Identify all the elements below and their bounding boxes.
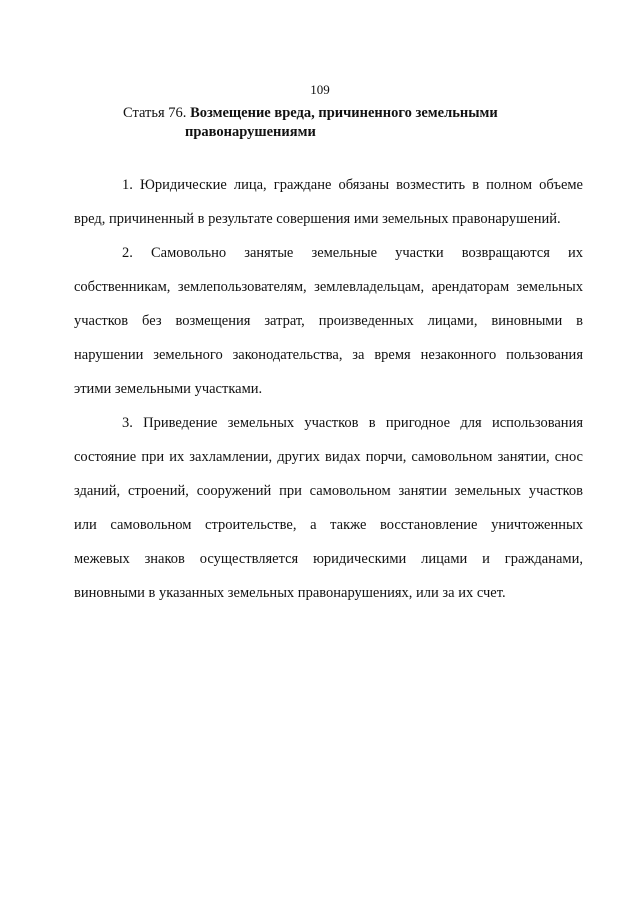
paragraph-line: вред, причиненный в результате совершения ими земельных правонарушений. [74,211,561,227]
page-number: 109 [310,82,330,97]
article-title-line2: правонарушениями [185,124,316,140]
article-body [74,168,583,610]
paragraph-3 [74,406,583,610]
paragraph-1 [74,168,583,236]
paragraph-line: 1. Юридические лица, граждане обязаны возместить в полном объеме [122,177,583,193]
paragraph-line: 2. Самовольно занятые земельные участки возвращаются их [122,245,583,261]
paragraph-line: состояние при их захламлении, других видах порчи, самовольном занятии, снос [74,449,583,465]
paragraph-line: этими земельными участками. [74,381,263,397]
article-label: Статья 76. [123,105,187,121]
paragraph-line: межевых знаков осуществляется юридическими лицами и гражданами, [74,551,583,567]
paragraph-line: нарушении земельного законодательства, за время незаконного пользования [74,347,583,363]
paragraph-line: 3. Приведение земельных участков в пригодное для использования [122,415,583,431]
paragraph-line: участков без возмещения затрат, произведенных лицами, виновными в [74,313,583,329]
paragraph-line: или самовольном строительстве, а также восстановление уничтоженных [74,517,583,533]
paragraph-line: виновными в указанных земельных правонарушениях, или за их счет. [74,585,506,601]
paragraph-line: зданий, строений, сооружений при самовольном занятии земельных участков [74,483,583,499]
article-title-line1: Возмещение вреда, причиненного земельными [190,105,498,121]
paragraph-2 [74,236,583,406]
article-heading [123,104,563,142]
paragraph-line: собственникам, землепользователям, землевладельцам, арендаторам земельных [74,279,583,295]
